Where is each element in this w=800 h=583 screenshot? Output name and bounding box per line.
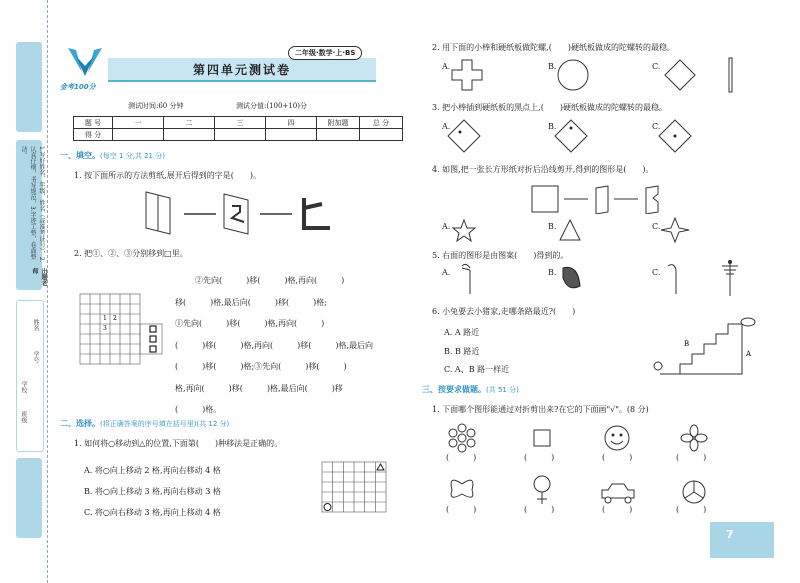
answer-blank[interactable]: ( ) [602, 505, 633, 514]
section-title: 三、按要求做题。 [422, 385, 486, 394]
option-label: C. [652, 268, 661, 277]
question-1-2: 2. 把①、②、③分别移到□里。 [74, 249, 188, 258]
answer-line: ②先向( )移( )格,再向( ) [195, 276, 345, 285]
score-cell[interactable] [360, 129, 403, 141]
option-label: B. [548, 222, 557, 231]
option-label: A. [442, 62, 451, 71]
question-1-2-answers [175, 270, 400, 421]
question-2-6-options [444, 324, 509, 380]
fold-cut-figure [528, 184, 668, 214]
fold-cut-choices [440, 420, 740, 510]
section-note: (共 51 分) [486, 386, 519, 394]
option-label: A. [442, 222, 451, 231]
section-title: 二、选择。 [60, 419, 100, 428]
section-note: (将正确答案的序号填在括号里)(共 12 分) [100, 420, 230, 428]
paper-cut-figure [140, 188, 340, 238]
question-2-4: 4. 如图,把一张长方形纸对折后沿线剪开,得到的图形是( )。 [432, 165, 654, 174]
answer-line: ( )移( )格,再向( )移( )格,最后向 [175, 340, 374, 350]
answer-line: ( )格。 [175, 405, 222, 414]
top-shapes-3 [440, 118, 700, 154]
option-label: B. [548, 62, 557, 71]
sidebar-info-panel [16, 300, 44, 452]
path-label: A [746, 350, 752, 358]
section-title: 一、填空。 [60, 151, 100, 160]
answer-line: 格,再向( )移( )格,最后向( )移 [175, 383, 343, 393]
sidebar-brand: 出题老师 [31, 268, 47, 286]
answer-blank[interactable]: ( ) [676, 505, 707, 514]
answer-blank[interactable]: ( ) [446, 453, 477, 462]
score-table [73, 116, 403, 141]
answer-shapes-4 [440, 216, 700, 244]
score-cell[interactable] [113, 129, 164, 141]
move-grid-2 [320, 460, 390, 514]
option-b[interactable]: B. B 路近 [444, 346, 480, 356]
section-3-header [422, 384, 519, 395]
score-header: 二 [164, 117, 215, 129]
question-2-1-options [84, 460, 221, 523]
question-1-1: 1. 按下面所示的方法剪纸,展开后得到的字是( )。 [74, 171, 261, 180]
question-2-2: 2. 用下面的小棒和硬纸板做陀螺,( )硬纸板做成的陀螺转的最稳。 [432, 43, 675, 52]
test-score: 测试分值:(100+10)分 [236, 102, 307, 110]
test-time: 测试时间:60 分钟 [128, 102, 184, 110]
sidebar-field: 学号 [32, 351, 39, 363]
sidebar-notice-panel [16, 140, 47, 290]
option-label: C. [652, 222, 661, 231]
stairs-path-figure [650, 316, 760, 384]
section-1-header [60, 150, 165, 161]
score-header: 总 分 [360, 117, 403, 129]
sidebar-field: 学校 [20, 381, 27, 393]
answer-blank[interactable]: ( ) [524, 453, 555, 462]
cut-line [47, 0, 48, 583]
page-number-box [710, 522, 774, 558]
option-label: C. [652, 122, 661, 131]
sidebar-notice: 1.写好姓名、年级、姓名（或准考证号），2.认真仔细，书写规范，3.字迹工整，卷面整洁。 [20, 146, 45, 263]
section-2-header [60, 418, 229, 429]
score-cell[interactable] [266, 129, 317, 141]
option-a[interactable]: A. A 路近 [444, 328, 480, 337]
question-3-1: 1. 下面哪个图形能通过对折剪出来?在它的下面画"√"。(8 分) [432, 405, 649, 414]
answer-blank[interactable]: ( ) [602, 453, 633, 462]
sidebar-field: 姓名 [32, 319, 39, 331]
move-grid-figure [78, 292, 168, 382]
page-number: 7 [726, 528, 734, 541]
option-label: A. [442, 122, 451, 131]
option-c[interactable]: C. A、B 路一样近 [444, 365, 510, 374]
question-2-3: 3. 把小棒插到硬纸板的黑点上,( )硬纸板做成的陀螺转的最稳。 [432, 103, 667, 112]
grid-label: 1 [103, 315, 107, 322]
grid-label: 3 [103, 325, 107, 332]
score-cell[interactable] [164, 129, 215, 141]
option-label: C. [652, 62, 661, 71]
score-label: 得 分 [74, 129, 113, 141]
answer-line: ①先向( )移( )格,再向( ) [175, 319, 325, 328]
top-shapes-2 [440, 56, 750, 94]
answer-blank[interactable]: ( ) [676, 453, 707, 462]
sidebar-field: 班级 [20, 411, 27, 423]
grade-tag: 二年级·数学·上·BS [288, 46, 362, 60]
question-2-6: 6. 小兔要去小猪家,走哪条路最近?( ) [432, 307, 576, 316]
grid-label: 2 [113, 315, 117, 322]
symmetry-figures [440, 256, 760, 300]
score-header: 题 号 [74, 117, 113, 129]
question-2-5: 5. 右面的图形是由图案( )得到的。 [432, 251, 569, 260]
score-header: 附加题 [317, 117, 360, 129]
answer-blank[interactable]: ( ) [524, 505, 555, 514]
score-cell[interactable] [215, 129, 266, 141]
answer-line: 移( )格,最后向( )移( )格; [175, 297, 327, 307]
option-label: B. [548, 268, 557, 277]
option-a[interactable]: A. 将○向上移动 2 格,再向右移动 4 格 [84, 466, 221, 475]
option-label: B. [548, 122, 557, 131]
answer-line: ( )移( )格;③先向( )移( ) [175, 362, 347, 371]
logo-text: 金考100分 [60, 83, 96, 91]
score-cell[interactable] [317, 129, 360, 141]
binding-strip [0, 0, 52, 583]
option-label: A. [442, 268, 451, 277]
sidebar-tab-top [16, 42, 42, 132]
path-label: B [684, 340, 690, 348]
score-header: 一 [113, 117, 164, 129]
score-header: 三 [215, 117, 266, 129]
option-b[interactable]: B. 将○向上移动 3 格,再向右移动 3 格 [84, 487, 221, 496]
answer-blank[interactable]: ( ) [446, 505, 477, 514]
sidebar-tab-bottom [16, 458, 42, 538]
question-2-1: 1. 如何将○移动到△的位置,下面第( )种移法是正确的。 [74, 439, 283, 448]
section-note: (每空 1 分,共 21 分) [100, 152, 165, 160]
score-header: 四 [266, 117, 317, 129]
page-title: 第四单元测试卷 [192, 63, 291, 77]
option-c[interactable]: C. 将○向右移动 3 格,再向上移动 4 格 [84, 508, 221, 517]
